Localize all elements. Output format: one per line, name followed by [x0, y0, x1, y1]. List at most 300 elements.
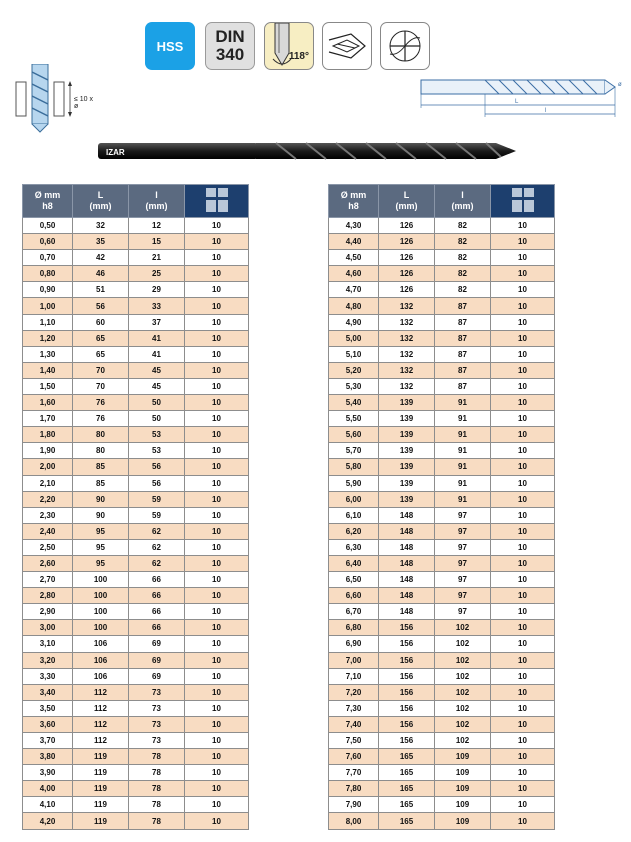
- table-row: [23, 781, 249, 797]
- flute-type-badge: [380, 22, 430, 70]
- split-point-badge: [322, 22, 372, 70]
- cell-pack-qty: 10: [491, 620, 555, 636]
- cell-total-length: 132: [379, 378, 435, 394]
- table-row: [329, 539, 555, 555]
- flute-cross-section-icon: [383, 26, 427, 66]
- cell-flute-length: 82: [435, 282, 491, 298]
- cell-flute-length: 15: [129, 234, 185, 250]
- cell-diameter: 7,30: [329, 700, 379, 716]
- cell-total-length: 65: [73, 346, 129, 362]
- point-angle-badge: [264, 22, 314, 70]
- cell-pack-qty: 10: [491, 346, 555, 362]
- cell-flute-length: 78: [129, 813, 185, 829]
- cell-pack-qty: 10: [491, 330, 555, 346]
- cell-pack-qty: 10: [185, 411, 249, 427]
- cell-diameter: 1,20: [23, 330, 73, 346]
- cell-flute-length: 102: [435, 684, 491, 700]
- cell-total-length: 156: [379, 652, 435, 668]
- table-row: [23, 539, 249, 555]
- cell-total-length: 56: [73, 298, 129, 314]
- cell-pack-qty: 10: [491, 443, 555, 459]
- cell-flute-length: 66: [129, 588, 185, 604]
- cell-total-length: 156: [379, 716, 435, 732]
- cell-total-length: 112: [73, 700, 129, 716]
- cell-flute-length: 59: [129, 491, 185, 507]
- cell-diameter: 4,00: [23, 781, 73, 797]
- cell-diameter: 4,60: [329, 266, 379, 282]
- cell-diameter: 5,40: [329, 395, 379, 411]
- cell-flute-length: 87: [435, 298, 491, 314]
- table-row: [23, 507, 249, 523]
- hss-label: HSS: [156, 38, 184, 54]
- cell-flute-length: 78: [129, 749, 185, 765]
- cell-diameter: 4,10: [23, 797, 73, 813]
- cell-pack-qty: 10: [491, 218, 555, 234]
- cell-diameter: 4,90: [329, 314, 379, 330]
- table-row: [329, 813, 555, 829]
- cell-total-length: 60: [73, 314, 129, 330]
- table-row: [329, 314, 555, 330]
- cell-total-length: 132: [379, 314, 435, 330]
- cell-pack-qty: 10: [491, 475, 555, 491]
- table-row: [329, 427, 555, 443]
- table-row: [329, 507, 555, 523]
- din-label-line1: DIN: [215, 27, 245, 46]
- cell-pack-qty: 10: [185, 234, 249, 250]
- cell-pack-qty: 10: [491, 733, 555, 749]
- cell-total-length: 156: [379, 620, 435, 636]
- cell-pack-qty: 10: [185, 314, 249, 330]
- cell-diameter: 5,30: [329, 378, 379, 394]
- split-point-icon: [325, 26, 369, 66]
- cell-total-length: 148: [379, 523, 435, 539]
- cell-flute-length: 109: [435, 765, 491, 781]
- cell-flute-length: 56: [129, 459, 185, 475]
- cell-pack-qty: 10: [491, 378, 555, 394]
- cell-flute-length: 41: [129, 346, 185, 362]
- cell-diameter: 3,10: [23, 636, 73, 652]
- table-row: [329, 716, 555, 732]
- cell-diameter: 7,90: [329, 797, 379, 813]
- cell-flute-length: 50: [129, 395, 185, 411]
- table-row: [23, 733, 249, 749]
- cell-pack-qty: 10: [185, 523, 249, 539]
- cell-pack-qty: 10: [185, 282, 249, 298]
- cell-pack-qty: 10: [491, 749, 555, 765]
- cell-total-length: 165: [379, 749, 435, 765]
- cell-flute-length: 91: [435, 395, 491, 411]
- cell-pack-qty: 10: [491, 716, 555, 732]
- cell-pack-qty: 10: [491, 250, 555, 266]
- cell-flute-length: 69: [129, 636, 185, 652]
- cell-pack-qty: 10: [491, 362, 555, 378]
- cell-total-length: 46: [73, 266, 129, 282]
- cell-diameter: 7,80: [329, 781, 379, 797]
- table-row: [329, 572, 555, 588]
- cell-pack-qty: 10: [491, 427, 555, 443]
- size-table-left: [22, 184, 249, 830]
- table-row: [23, 459, 249, 475]
- table-row: [329, 362, 555, 378]
- cell-diameter: 1,00: [23, 298, 73, 314]
- cell-diameter: 6,10: [329, 507, 379, 523]
- drilling-depth-diagram: [14, 64, 94, 134]
- cell-flute-length: 87: [435, 362, 491, 378]
- table-row: [329, 781, 555, 797]
- cell-pack-qty: 10: [185, 427, 249, 443]
- cell-total-length: 126: [379, 218, 435, 234]
- cell-diameter: 6,40: [329, 555, 379, 571]
- cell-total-length: 112: [73, 716, 129, 732]
- table-row: [329, 620, 555, 636]
- cell-total-length: 76: [73, 395, 129, 411]
- cell-flute-length: 109: [435, 781, 491, 797]
- cell-flute-length: 87: [435, 314, 491, 330]
- cell-diameter: 1,40: [23, 362, 73, 378]
- cell-pack-qty: 10: [185, 572, 249, 588]
- table-row: [329, 749, 555, 765]
- cell-diameter: 0,70: [23, 250, 73, 266]
- cell-pack-qty: 10: [491, 636, 555, 652]
- cell-total-length: 100: [73, 604, 129, 620]
- svg-text:l: l: [545, 108, 547, 114]
- cell-total-length: 90: [73, 507, 129, 523]
- cell-diameter: 0,60: [23, 234, 73, 250]
- cell-pack-qty: 10: [185, 266, 249, 282]
- table-row: [23, 346, 249, 362]
- cell-diameter: 7,10: [329, 668, 379, 684]
- cell-pack-qty: 10: [185, 588, 249, 604]
- cell-pack-qty: 10: [491, 411, 555, 427]
- cell-total-length: 119: [73, 797, 129, 813]
- cell-diameter: 2,80: [23, 588, 73, 604]
- cell-diameter: 3,60: [23, 716, 73, 732]
- cell-pack-qty: 10: [491, 507, 555, 523]
- cell-total-length: 139: [379, 395, 435, 411]
- cell-diameter: 6,50: [329, 572, 379, 588]
- cell-total-length: 139: [379, 427, 435, 443]
- cell-flute-length: 97: [435, 555, 491, 571]
- cell-total-length: 119: [73, 781, 129, 797]
- cell-diameter: 2,70: [23, 572, 73, 588]
- cell-total-length: 85: [73, 459, 129, 475]
- cell-diameter: 2,20: [23, 491, 73, 507]
- cell-flute-length: 82: [435, 266, 491, 282]
- cell-total-length: 132: [379, 346, 435, 362]
- table-row: [329, 346, 555, 362]
- cell-pack-qty: 10: [491, 781, 555, 797]
- cell-total-length: 65: [73, 330, 129, 346]
- cell-diameter: 5,70: [329, 443, 379, 459]
- header-flute-length: l (mm): [129, 185, 185, 218]
- header-diameter: Ø mm h8: [23, 185, 73, 218]
- cell-pack-qty: 10: [491, 555, 555, 571]
- cell-total-length: 148: [379, 604, 435, 620]
- cell-flute-length: 102: [435, 733, 491, 749]
- table-row: [329, 282, 555, 298]
- cell-pack-qty: 10: [185, 362, 249, 378]
- cell-flute-length: 62: [129, 539, 185, 555]
- table-row: [329, 234, 555, 250]
- cell-total-length: 100: [73, 620, 129, 636]
- cell-diameter: 3,80: [23, 749, 73, 765]
- cell-total-length: 119: [73, 749, 129, 765]
- cell-pack-qty: 10: [185, 459, 249, 475]
- svg-text:ø: ø: [618, 82, 622, 88]
- cell-pack-qty: 10: [185, 346, 249, 362]
- cell-flute-length: 73: [129, 684, 185, 700]
- cell-total-length: 70: [73, 362, 129, 378]
- cell-flute-length: 91: [435, 475, 491, 491]
- table-row: [23, 523, 249, 539]
- cell-flute-length: 109: [435, 813, 491, 829]
- cell-flute-length: 97: [435, 539, 491, 555]
- cell-pack-qty: 10: [185, 507, 249, 523]
- cell-diameter: 5,50: [329, 411, 379, 427]
- cell-diameter: 7,00: [329, 652, 379, 668]
- cell-total-length: 95: [73, 539, 129, 555]
- cell-total-length: 156: [379, 668, 435, 684]
- cell-total-length: 156: [379, 684, 435, 700]
- hss-badge: [145, 22, 195, 70]
- cell-pack-qty: 10: [491, 266, 555, 282]
- cell-flute-length: 87: [435, 378, 491, 394]
- cell-flute-length: 102: [435, 620, 491, 636]
- cell-total-length: 165: [379, 797, 435, 813]
- table-row: [329, 443, 555, 459]
- packaging-icon: [200, 186, 234, 214]
- cell-pack-qty: 10: [185, 491, 249, 507]
- cell-total-length: 126: [379, 266, 435, 282]
- cell-flute-length: 12: [129, 218, 185, 234]
- table-row: [23, 716, 249, 732]
- cell-diameter: 3,40: [23, 684, 73, 700]
- cell-diameter: 4,80: [329, 298, 379, 314]
- cell-pack-qty: 10: [185, 700, 249, 716]
- cell-total-length: 95: [73, 555, 129, 571]
- cell-pack-qty: 10: [185, 813, 249, 829]
- cell-total-length: 80: [73, 443, 129, 459]
- table-row: [23, 555, 249, 571]
- header-diameter: Ø mm h8: [329, 185, 379, 218]
- cell-flute-length: 50: [129, 411, 185, 427]
- cell-pack-qty: 10: [185, 781, 249, 797]
- cell-diameter: 6,20: [329, 523, 379, 539]
- cell-diameter: 1,30: [23, 346, 73, 362]
- cell-total-length: 42: [73, 250, 129, 266]
- cell-diameter: 5,20: [329, 362, 379, 378]
- cell-pack-qty: 10: [491, 813, 555, 829]
- point-angle-label: 118°: [288, 51, 309, 62]
- table-row: [329, 700, 555, 716]
- cell-pack-qty: 10: [185, 684, 249, 700]
- cell-diameter: 2,10: [23, 475, 73, 491]
- cell-flute-length: 87: [435, 346, 491, 362]
- table-row: [23, 491, 249, 507]
- cell-pack-qty: 10: [185, 604, 249, 620]
- header-packaging: [491, 185, 555, 218]
- cell-pack-qty: 10: [491, 700, 555, 716]
- cell-total-length: 85: [73, 475, 129, 491]
- cell-pack-qty: 10: [185, 716, 249, 732]
- cell-flute-length: 41: [129, 330, 185, 346]
- cell-diameter: 6,30: [329, 539, 379, 555]
- cell-total-length: 112: [73, 684, 129, 700]
- cell-diameter: 3,20: [23, 652, 73, 668]
- cell-diameter: 6,70: [329, 604, 379, 620]
- table-row: [23, 652, 249, 668]
- cell-total-length: 119: [73, 765, 129, 781]
- cell-total-length: 148: [379, 555, 435, 571]
- table-header-row: [23, 185, 249, 218]
- cell-flute-length: 91: [435, 411, 491, 427]
- cell-pack-qty: 10: [185, 555, 249, 571]
- packaging-icon: [506, 186, 540, 214]
- table-row: [329, 523, 555, 539]
- table-row: [329, 604, 555, 620]
- cell-flute-length: 87: [435, 330, 491, 346]
- table-row: [23, 427, 249, 443]
- drill-bit-image: [96, 138, 532, 170]
- drill-point-icon: [265, 23, 314, 70]
- cell-flute-length: 109: [435, 749, 491, 765]
- cell-total-length: 126: [379, 282, 435, 298]
- cell-flute-length: 91: [435, 491, 491, 507]
- cell-diameter: 4,30: [329, 218, 379, 234]
- table-row: [23, 620, 249, 636]
- cell-pack-qty: 10: [491, 282, 555, 298]
- cell-pack-qty: 10: [185, 797, 249, 813]
- brand-logo: IZAR: [106, 148, 125, 157]
- table-row: [23, 765, 249, 781]
- cell-pack-qty: 10: [185, 539, 249, 555]
- cell-total-length: 148: [379, 539, 435, 555]
- table-row: [23, 572, 249, 588]
- cell-diameter: 2,90: [23, 604, 73, 620]
- cell-diameter: 1,70: [23, 411, 73, 427]
- cell-pack-qty: 10: [491, 298, 555, 314]
- cell-diameter: 2,50: [23, 539, 73, 555]
- table-row: [23, 668, 249, 684]
- cell-flute-length: 56: [129, 475, 185, 491]
- cell-total-length: 139: [379, 411, 435, 427]
- cell-flute-length: 91: [435, 443, 491, 459]
- table-row: [329, 378, 555, 394]
- cell-diameter: 6,90: [329, 636, 379, 652]
- cell-pack-qty: 10: [491, 523, 555, 539]
- table-row: [23, 395, 249, 411]
- din-badge: [205, 22, 255, 70]
- cell-total-length: 51: [73, 282, 129, 298]
- cell-flute-length: 97: [435, 588, 491, 604]
- header-total-length: L (mm): [379, 185, 435, 218]
- table-row: [23, 813, 249, 829]
- cell-diameter: 2,00: [23, 459, 73, 475]
- cell-flute-length: 37: [129, 314, 185, 330]
- cell-pack-qty: 10: [185, 250, 249, 266]
- cell-flute-length: 102: [435, 716, 491, 732]
- cell-pack-qty: 10: [491, 459, 555, 475]
- cell-total-length: 148: [379, 507, 435, 523]
- cell-flute-length: 59: [129, 507, 185, 523]
- cell-pack-qty: 10: [185, 218, 249, 234]
- cell-pack-qty: 10: [491, 604, 555, 620]
- cell-diameter: 0,50: [23, 218, 73, 234]
- cell-pack-qty: 10: [491, 234, 555, 250]
- cell-diameter: 7,40: [329, 716, 379, 732]
- cell-total-length: 100: [73, 572, 129, 588]
- cell-diameter: 1,60: [23, 395, 73, 411]
- cell-pack-qty: 10: [185, 620, 249, 636]
- cell-pack-qty: 10: [491, 395, 555, 411]
- cell-diameter: 6,80: [329, 620, 379, 636]
- table-row: [23, 588, 249, 604]
- table-row: [23, 684, 249, 700]
- table-row: [329, 588, 555, 604]
- table-row: [23, 282, 249, 298]
- cell-pack-qty: 10: [185, 475, 249, 491]
- table-row: [23, 700, 249, 716]
- table-row: [329, 330, 555, 346]
- cell-diameter: 1,50: [23, 378, 73, 394]
- cell-diameter: 5,80: [329, 459, 379, 475]
- cell-flute-length: 69: [129, 668, 185, 684]
- cell-flute-length: 82: [435, 234, 491, 250]
- cell-flute-length: 33: [129, 298, 185, 314]
- cell-pack-qty: 10: [491, 572, 555, 588]
- cell-total-length: 132: [379, 330, 435, 346]
- cell-total-length: 139: [379, 443, 435, 459]
- cell-flute-length: 91: [435, 427, 491, 443]
- cell-pack-qty: 10: [185, 652, 249, 668]
- cell-flute-length: 102: [435, 700, 491, 716]
- cell-pack-qty: 10: [185, 765, 249, 781]
- cell-flute-length: 82: [435, 250, 491, 266]
- table-row: [23, 378, 249, 394]
- cell-diameter: 1,10: [23, 314, 73, 330]
- depth-label: ≤ 10 x ø: [74, 96, 94, 110]
- cell-flute-length: 73: [129, 716, 185, 732]
- cell-flute-length: 82: [435, 218, 491, 234]
- cell-flute-length: 102: [435, 636, 491, 652]
- cell-flute-length: 97: [435, 523, 491, 539]
- cell-flute-length: 53: [129, 427, 185, 443]
- cell-total-length: 35: [73, 234, 129, 250]
- cell-flute-length: 66: [129, 572, 185, 588]
- cell-flute-length: 21: [129, 250, 185, 266]
- table-row: [329, 684, 555, 700]
- table-row: [23, 362, 249, 378]
- cell-total-length: 90: [73, 491, 129, 507]
- table-row: [329, 459, 555, 475]
- table-row: [329, 475, 555, 491]
- cell-diameter: 6,00: [329, 491, 379, 507]
- table-row: [329, 636, 555, 652]
- cell-diameter: 5,60: [329, 427, 379, 443]
- table-row: [23, 443, 249, 459]
- table-row: [329, 250, 555, 266]
- cell-pack-qty: 10: [491, 539, 555, 555]
- cell-flute-length: 29: [129, 282, 185, 298]
- cell-total-length: 148: [379, 572, 435, 588]
- cell-diameter: 3,90: [23, 765, 73, 781]
- cell-total-length: 112: [73, 733, 129, 749]
- cell-flute-length: 45: [129, 362, 185, 378]
- table-row: [23, 250, 249, 266]
- cell-diameter: 3,30: [23, 668, 73, 684]
- header-total-length: L (mm): [73, 185, 129, 218]
- cell-total-length: 76: [73, 411, 129, 427]
